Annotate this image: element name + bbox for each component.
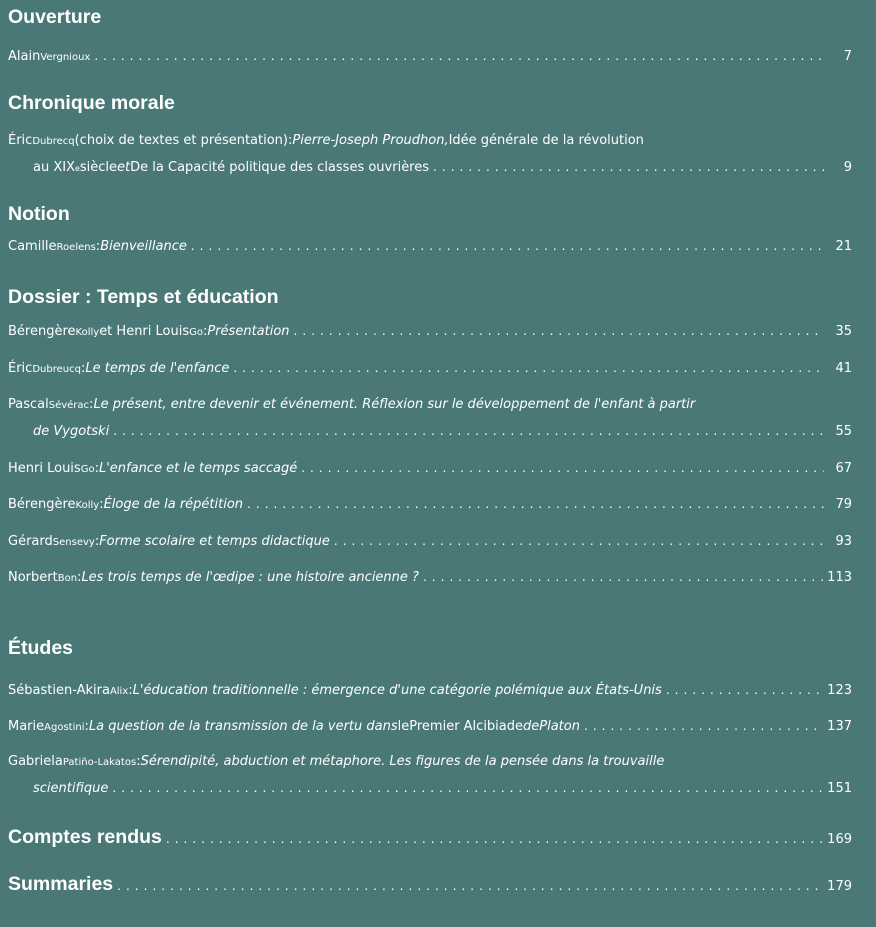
conjunction: le <box>397 719 410 734</box>
author-first: Sébastien-Akira <box>8 683 110 698</box>
author-first: et Henri Louis <box>99 324 190 339</box>
dot-leader <box>113 418 824 444</box>
page-number: 21 <box>835 239 852 254</box>
author-last: Kolly <box>75 500 100 511</box>
author-last: Dubreucq <box>32 364 81 375</box>
section-title-notion: Notion <box>8 203 70 225</box>
author-first: Marie <box>8 719 45 734</box>
page-number: 55 <box>835 424 852 439</box>
entry-title: Présentation <box>207 324 290 339</box>
entry-title: L'éducation traditionnelle : émergence d'une catégorie polémique aux États-Unis <box>132 683 662 698</box>
toc-entry[interactable] <box>8 128 852 180</box>
author-last: Dubrecq <box>32 136 75 147</box>
page-number: 79 <box>835 497 852 512</box>
author-first: Henri Louis <box>8 461 81 476</box>
author-last: Kolly <box>75 327 100 338</box>
separator: : <box>136 754 141 769</box>
author-last: Roelens <box>56 242 96 253</box>
page-number: 137 <box>827 719 852 734</box>
section-title-chronique-morale: Chronique morale <box>8 92 175 114</box>
dot-leader <box>423 564 823 590</box>
author-last: Bon <box>57 573 78 584</box>
author-first: Bérengère <box>8 497 76 512</box>
separator: : <box>202 324 208 339</box>
toc-entry-comptes-rendus[interactable] <box>8 822 852 852</box>
work-title: siècle <box>79 160 118 175</box>
author-last: Vergnioux <box>40 52 91 63</box>
toc-entry[interactable] <box>8 528 852 554</box>
page-number: 179 <box>827 879 852 894</box>
author-first: Alain <box>8 49 41 64</box>
dot-leader <box>191 233 824 259</box>
dot-leader <box>294 318 824 344</box>
author-first: Éric <box>8 133 33 148</box>
page-number: 113 <box>827 570 852 585</box>
work-title: au XIX <box>33 160 75 175</box>
separator: : <box>95 239 101 254</box>
author-first: Norbert <box>8 570 58 585</box>
author-last: Go <box>80 464 95 475</box>
toc-entry[interactable] <box>8 564 852 590</box>
dot-leader <box>94 43 824 69</box>
work-title: De la Capacité politique des classes ouvrières <box>130 160 430 175</box>
dot-leader <box>233 355 824 381</box>
author-last: Go <box>189 327 203 338</box>
author-first: Camille <box>8 239 57 254</box>
page-number: 123 <box>827 683 852 698</box>
toc-entry[interactable] <box>8 318 852 344</box>
author-first: Gérard <box>8 534 53 549</box>
dot-leader <box>117 871 823 901</box>
section-title-summaries: Summaries <box>8 873 114 895</box>
page-number: 35 <box>835 324 852 339</box>
toc-entry[interactable] <box>8 233 852 259</box>
toc-entry[interactable] <box>8 491 852 517</box>
separator: : <box>128 683 133 698</box>
dot-leader <box>301 455 824 481</box>
dot-leader <box>112 775 823 801</box>
separator: : <box>94 461 99 476</box>
entry-title: Bienveillance <box>100 239 187 254</box>
toc-entry[interactable] <box>8 749 852 801</box>
separator: : <box>99 497 104 512</box>
entry-title: scientifique <box>33 781 109 796</box>
author-first: Gabriela <box>8 754 63 769</box>
toc-entry-summaries[interactable] <box>8 869 852 899</box>
page-number: 151 <box>827 781 852 796</box>
author-last: Alix <box>109 686 129 697</box>
entry-title: Éloge de la répétition <box>103 497 244 512</box>
conjunction: de <box>523 719 540 734</box>
separator: : <box>80 361 86 376</box>
author-first: Pascal <box>8 397 49 412</box>
author-last: Patiño-Lakatos <box>62 757 137 768</box>
toc-entry[interactable] <box>8 677 852 703</box>
toc-entry[interactable] <box>8 455 852 481</box>
entry-title: Les trois temps de l'œdipe : une histoire ancienne ? <box>81 570 419 585</box>
section-title-comptes-rendus: Comptes rendus <box>8 826 162 848</box>
toc-entry[interactable] <box>8 713 852 739</box>
toc-entry[interactable] <box>8 392 852 444</box>
conjunction: et <box>117 160 131 175</box>
dot-leader <box>166 824 823 854</box>
entry-title: Pierre-Joseph Proudhon, <box>292 133 449 148</box>
entry-title: La question de la transmission de la vertu dans <box>88 719 398 734</box>
author-last: Sévérac <box>48 400 90 411</box>
separator: : <box>288 133 293 148</box>
dot-leader <box>433 154 824 180</box>
separator: : <box>89 397 94 412</box>
entry-title: de Vygotski <box>33 424 110 439</box>
entry-title: L'enfance et le temps saccagé <box>98 461 298 476</box>
separator: : <box>94 534 100 549</box>
superscript: e <box>74 164 80 173</box>
author-first: Bérengère <box>8 324 76 339</box>
entry-title: Le temps de l'enfance <box>85 361 230 376</box>
page-number: 9 <box>843 160 852 175</box>
dot-leader <box>247 491 824 517</box>
work-title: Idée générale de la révolution <box>448 133 644 148</box>
dot-leader <box>334 528 824 554</box>
author-last: Agostini <box>44 722 85 733</box>
dot-leader <box>666 677 823 703</box>
section-title-etudes: Études <box>8 637 74 659</box>
toc-entry[interactable] <box>8 355 852 381</box>
page-number: 67 <box>835 461 852 476</box>
work-title: Premier Alcibiade <box>409 719 524 734</box>
toc-entry[interactable] <box>8 43 852 69</box>
section-title-dossier: Dossier : Temps et éducation <box>8 286 279 308</box>
entry-title: Platon <box>539 719 580 734</box>
entry-title: Le présent, entre devenir et événement. Réflexion sur le développement de l'enfant à partir <box>93 397 696 412</box>
separator: : <box>77 570 82 585</box>
page-number: 41 <box>835 361 852 376</box>
page-number: 93 <box>835 534 852 549</box>
entry-title: Forme scolaire et temps didactique <box>99 534 330 549</box>
entry-title: Sérendipité, abduction et métaphore. Les figures de la pensée dans la trouvaille <box>140 754 665 769</box>
entry-note: (choix de textes et présentation) <box>74 133 288 148</box>
page-number: 7 <box>843 49 852 64</box>
author-last: Sensevy <box>52 537 95 548</box>
dot-leader <box>584 713 823 739</box>
section-title-ouverture: Ouverture <box>8 6 102 28</box>
separator: : <box>84 719 89 734</box>
page-number: 169 <box>827 832 852 847</box>
author-first: Éric <box>8 361 33 376</box>
